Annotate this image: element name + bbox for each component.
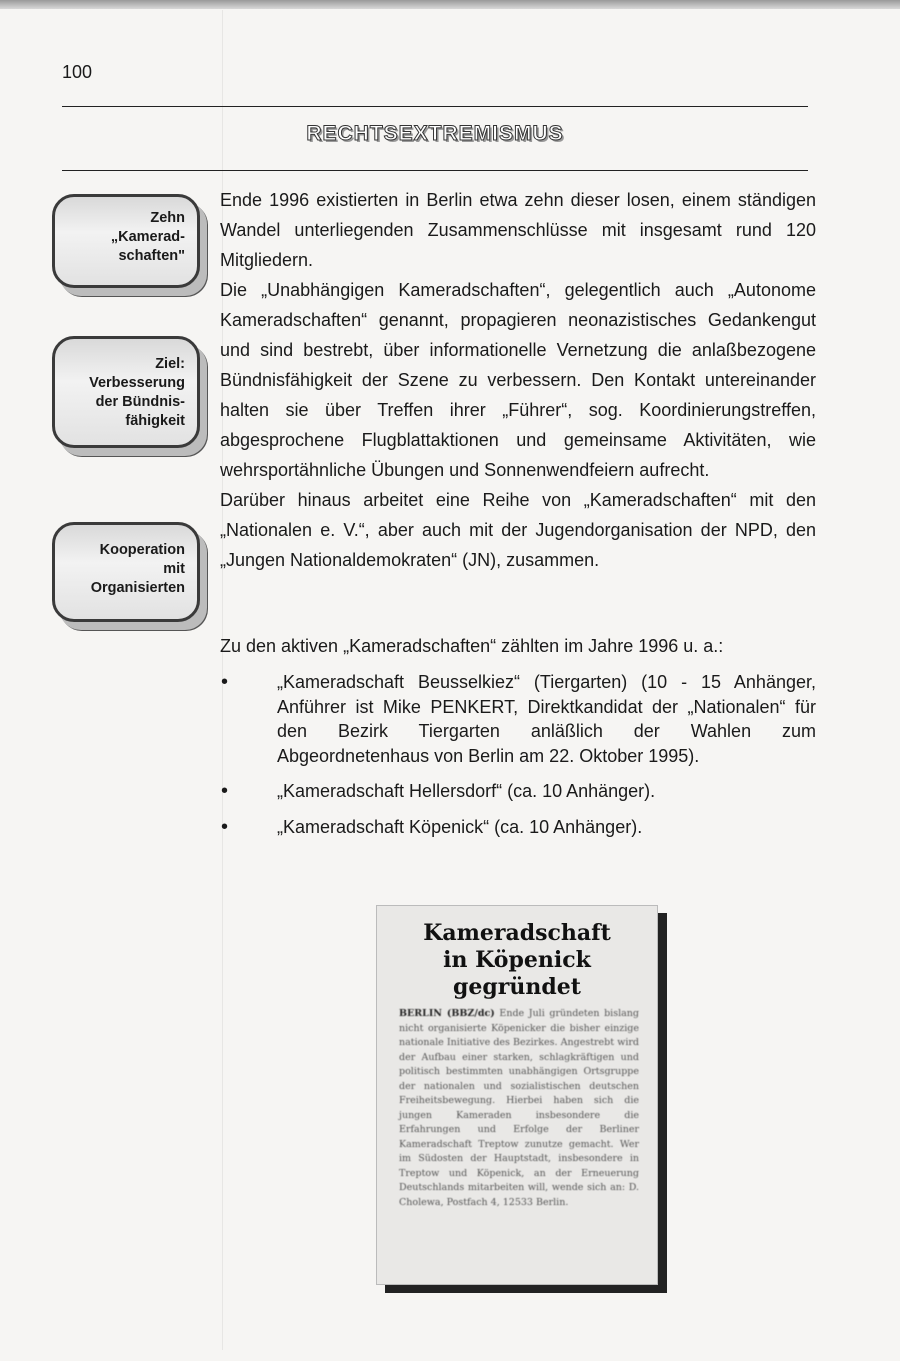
scan-top-edge bbox=[0, 0, 900, 9]
header-rule-bottom bbox=[62, 170, 808, 171]
list-item-text: „Kameradschaft Köpenick“ (ca. 10 Anhänger). bbox=[277, 816, 643, 837]
list-item bbox=[220, 670, 816, 768]
list-item bbox=[220, 779, 816, 804]
margin-note-line: Kooperation bbox=[99, 542, 185, 558]
running-title: RECHTSEXTREMISMUS bbox=[306, 122, 564, 145]
clipping-headline-line: in Köpenick bbox=[443, 947, 591, 973]
margin-note-line: mit bbox=[163, 561, 185, 577]
margin-note-kooperation bbox=[52, 522, 212, 622]
list-intro: Zu den aktiven „Kameradschaften“ zählten im Jahre 1996 u. a.: bbox=[220, 636, 724, 656]
bullet-icon: • bbox=[221, 671, 229, 693]
list-item-text: „Kameradschaft Beusselkiez“ (Tiergarten) (10 - 15 Anhänger, Anführer ist Mike PENKERT, Direktkandidat der „Nationalen“ für den Bezirk Tiergarten anläßlich der Wahlen zum Abgeordnetenhaus von Berlin am 22. Oktober 1995). bbox=[277, 672, 816, 766]
bullet-icon: • bbox=[221, 780, 229, 802]
margin-note-line: Verbesserung bbox=[89, 375, 185, 391]
paragraph-1: Ende 1996 existierten in Berlin etwa zehn dieser losen, einem ständigen Wandel unterliegenden Zusammenschlüsse mit insgesamt rund 120 Mitgliedern. bbox=[220, 190, 816, 270]
kameradschaften-list bbox=[220, 670, 816, 850]
margin-note-line: „Kamerad- bbox=[110, 229, 185, 245]
margin-note-ziel bbox=[52, 336, 212, 448]
margin-note-zehn-kameradschaften bbox=[52, 194, 212, 288]
margin-note-line: Organisierten bbox=[90, 580, 185, 596]
margin-note-line: Zehn bbox=[150, 210, 185, 226]
list-item bbox=[220, 815, 816, 840]
header-rule-top bbox=[62, 106, 808, 107]
page-number: 100 bbox=[62, 62, 93, 82]
paragraph-2: Die „Unabhängigen Kameradschaften“, gelegentlich auch „Autonome Kameradschaften“ genannt, propagieren neonazistisches Gedankengut und sind bestrebt, über informationelle Vernetzung die anlaßbezogene Bündnisfähigkeit der Szene zu verbessern. Den Kontakt untereinander halten sie über Treffen ihrer „Führer“, sog. Koordinierungstreffen, abgesprochene Flugblattaktionen und gemeinsame Aktivitäten, wie wehrsportähnliche Übungen und Sonnenwendfeiern aufrecht. bbox=[220, 280, 816, 480]
margin-note-line: schaften" bbox=[118, 248, 185, 264]
clipping-headline-line: Kameradschaft bbox=[423, 920, 611, 946]
newspaper-clipping bbox=[376, 905, 658, 1285]
clipping-body bbox=[399, 1007, 639, 1210]
paragraph-3: Darüber hinaus arbeitet eine Reihe von „Kameradschaften“ mit den „Nationalen e. V.“, aber auch mit der Jugendorganisation der NPD, den „Jungen Nationaldemokraten“ (JN), zusammen. bbox=[220, 490, 816, 570]
margin-note-line: der Bündnis- bbox=[95, 394, 185, 410]
clipping-headline-line: gegründet bbox=[453, 974, 581, 1000]
clipping-dateline: BERLIN (BBZ/dc) bbox=[399, 1008, 495, 1019]
clipping-text: Ende Juli gründeten bislang nicht organisierte Köpenicker die bisher einzige nationale Initiative des Bezirkes. Angestrebt wird der Aufbau einer starken, schlagkräftigen und politisch bestimmten unabhängigen Ortsgruppe der nationalen und sozialistischen deutschen Freiheitsbewegung. Hierbei haben sich die jungen Kameraden insbesondere die Erfahrungen und Erfolge der Berliner Kameradschaft Treptow zunutze gemacht. Wer im Südosten der Hauptstadt, insbesondere in Treptow und Köpenick, an der Erneuerung Deutschlands mitarbeiten will, wende sich an: D. Cholewa, Postfach 4, 12533 Berlin. bbox=[399, 1008, 639, 1208]
bullet-icon: • bbox=[221, 815, 229, 838]
clipping-headline bbox=[377, 920, 657, 1001]
list-item-text: „Kameradschaft Hellersdorf“ (ca. 10 Anhänger). bbox=[277, 781, 656, 801]
margin-note-line: fähigkeit bbox=[125, 413, 185, 429]
margin-note-line: Ziel: bbox=[155, 356, 185, 372]
body-text bbox=[220, 185, 816, 575]
